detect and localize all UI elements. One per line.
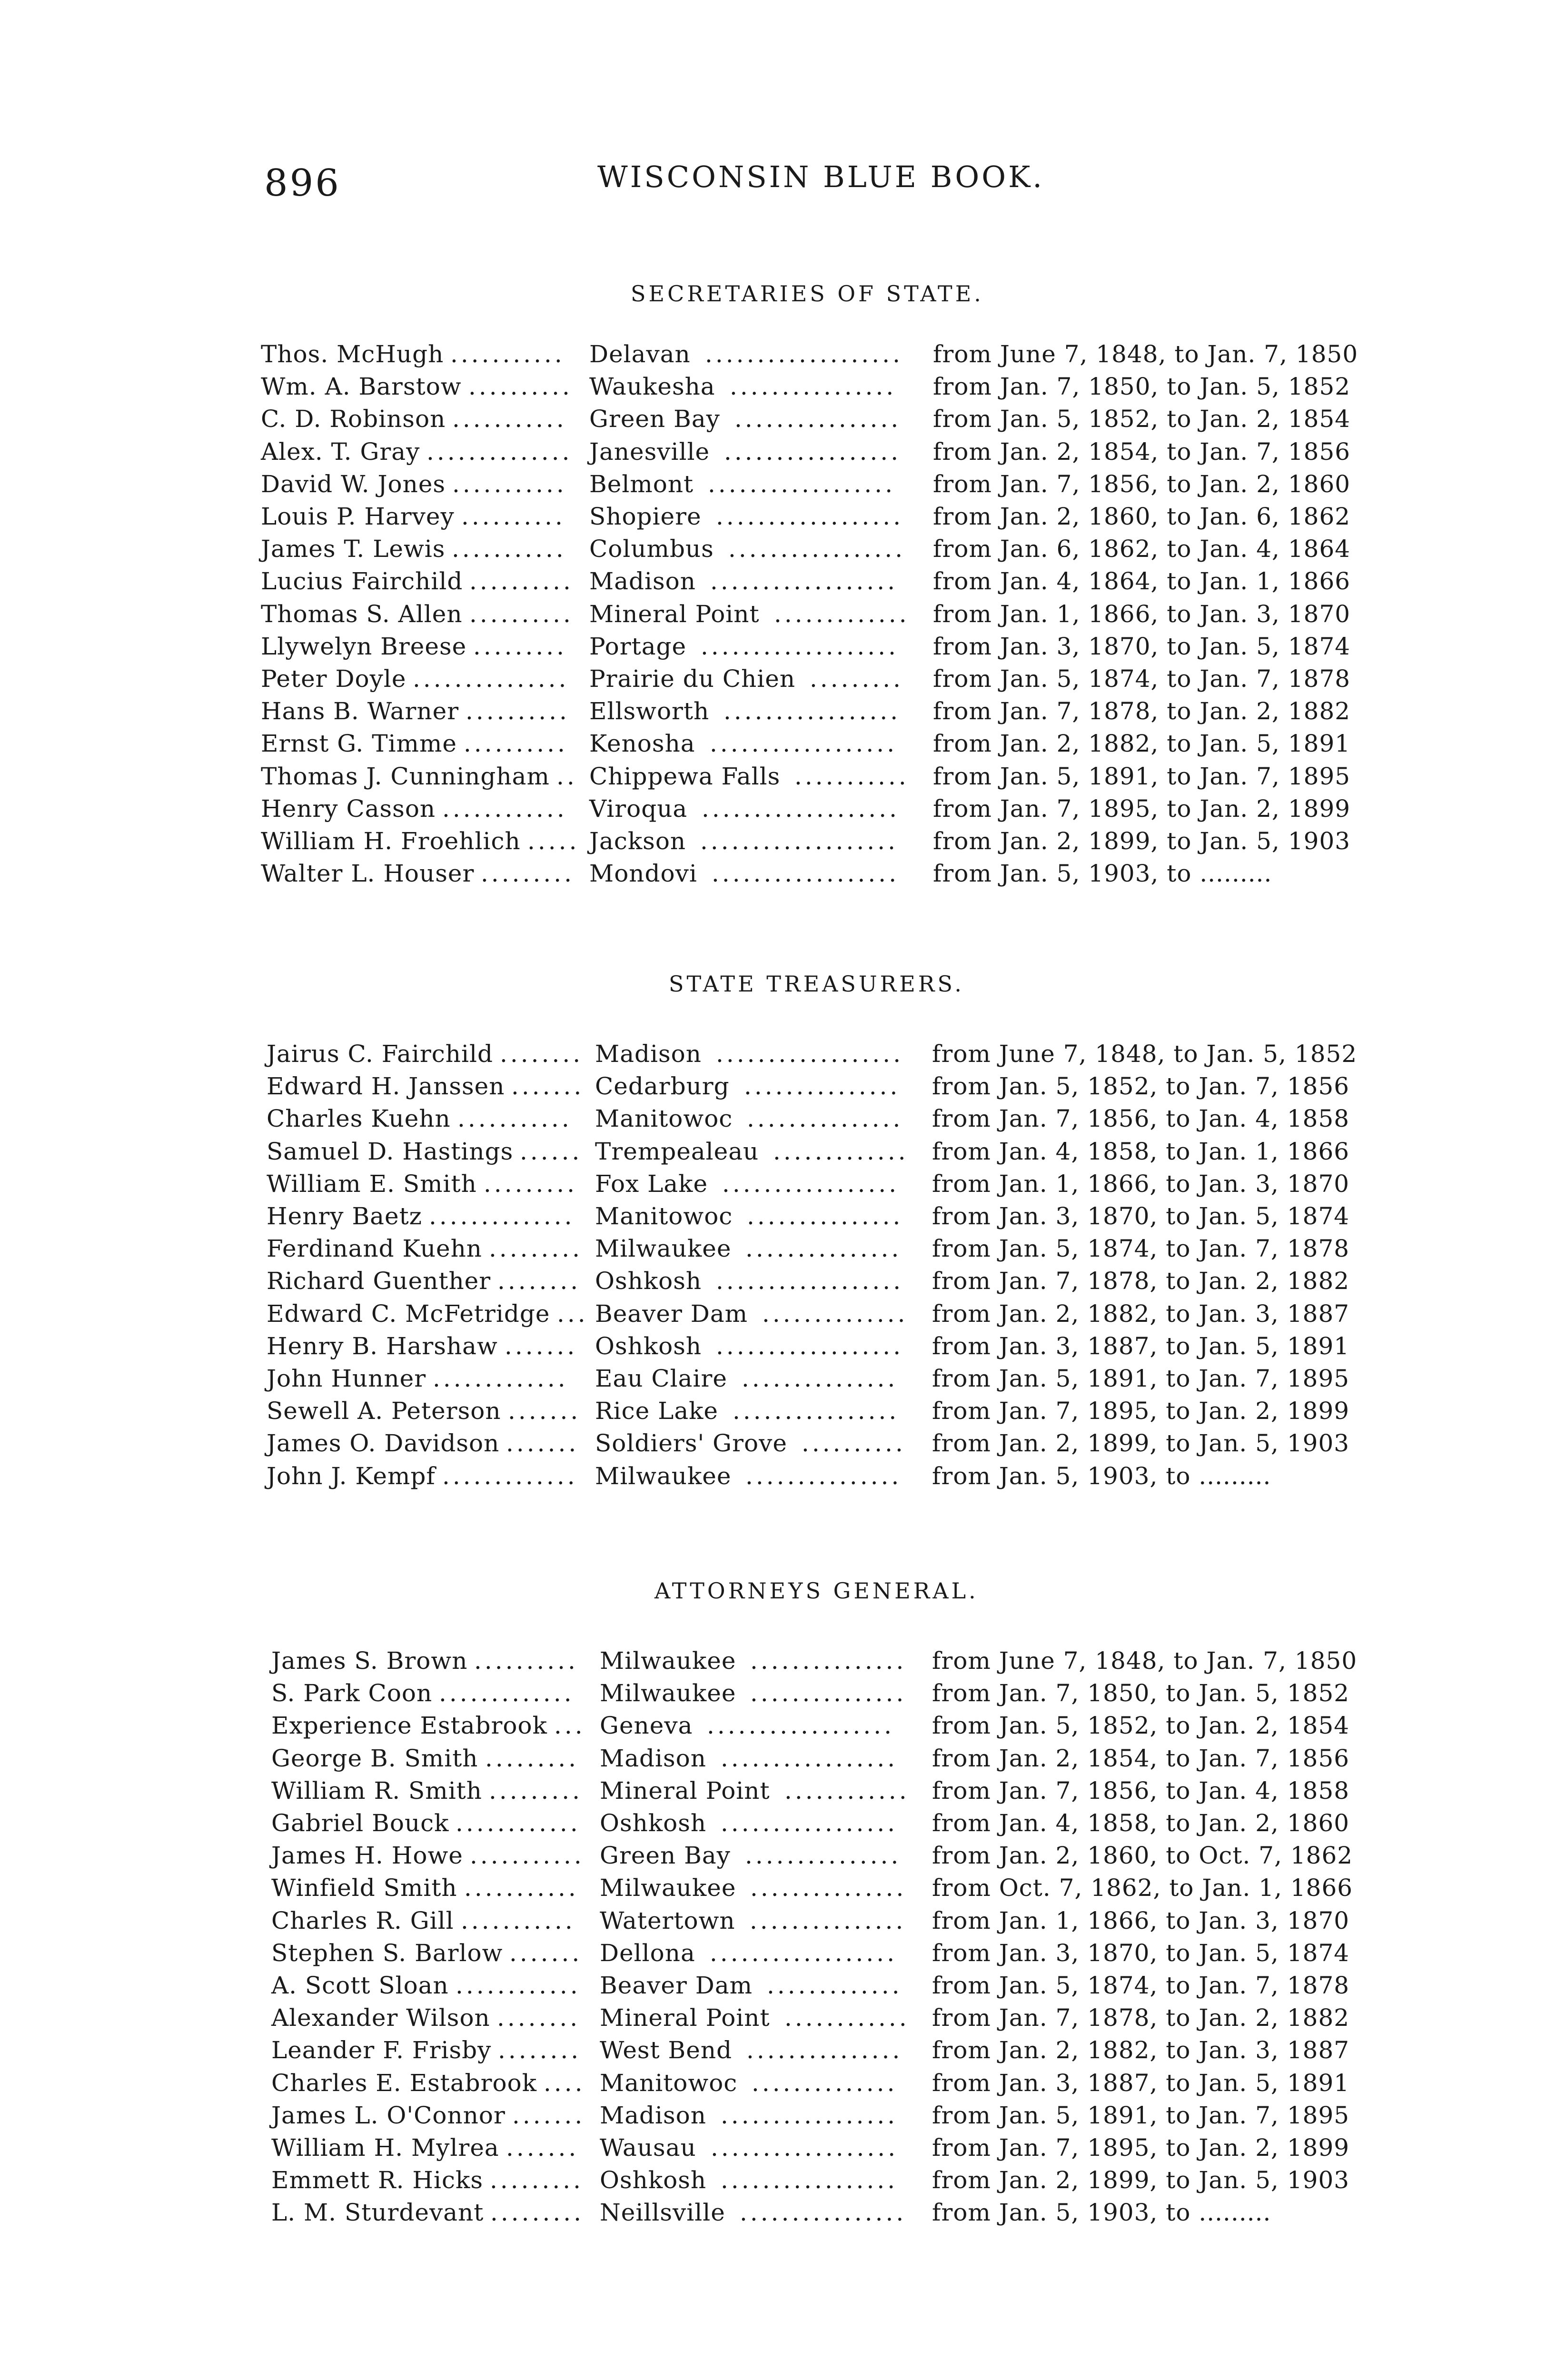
officer-name: John Hunner <box>267 1365 426 1392</box>
officer-name: John J. Kempf <box>267 1462 436 1490</box>
term-of-office: from Jan. 2, 1882, to Jan. 3, 1887 <box>932 1300 1350 1328</box>
leader-dots: ...... <box>520 1138 583 1165</box>
term-of-office: from Jan. 4, 1864, to Jan. 1, 1866 <box>933 567 1351 595</box>
leader-dots: ................. <box>728 535 906 563</box>
officer-name: Edward C. McFetridge <box>267 1300 550 1328</box>
officer-row <box>261 468 1403 500</box>
officer-row <box>261 760 1403 793</box>
term-of-office: from Jan. 3, 1887, to Jan. 5, 1891 <box>932 1332 1350 1360</box>
term-of-office: from Jan. 5, 1874, to Jan. 7, 1878 <box>933 665 1351 693</box>
term-of-office: from Jan. 3, 1887, to Jan. 5, 1891 <box>932 2069 1350 2097</box>
officer-residence: Green Bay <box>600 1842 731 1869</box>
term-of-office: from Jan. 7, 1856, to Jan. 2, 1860 <box>933 470 1351 498</box>
officer-residence: Neillsville <box>600 2199 725 2226</box>
leader-dots: ........... <box>452 535 566 563</box>
officer-row <box>261 663 1403 695</box>
officer-row <box>271 1677 1414 1709</box>
officer-row <box>261 598 1403 630</box>
leader-dots: ............... <box>750 1679 907 1707</box>
leader-dots: .................. <box>710 1939 898 1967</box>
leader-dots: ............... <box>744 1072 901 1100</box>
leader-dots: .................. <box>716 503 904 530</box>
term-of-office: from Jan. 5, 1852, to Jan. 7, 1856 <box>932 1072 1350 1100</box>
officer-name: A. Scott Sloan <box>271 1972 449 1999</box>
officer-name: Alex. T. Gray <box>261 438 420 466</box>
leader-dots: ......... <box>484 1170 578 1198</box>
leader-dots: ............... <box>745 1235 902 1262</box>
term-of-office: from Jan. 5, 1903, to ......... <box>932 2199 1271 2226</box>
officer-residence: Viroqua <box>589 795 688 823</box>
leader-dots: .. <box>556 763 577 790</box>
leader-dots: ............... <box>742 1365 898 1392</box>
officer-row <box>261 338 1403 370</box>
officer-residence: Wausau <box>600 2134 696 2162</box>
officer-row <box>267 1168 1409 1200</box>
leader-dots: ......... <box>473 633 567 660</box>
officer-name: William E. Smith <box>267 1170 477 1198</box>
officer-name: Henry B. Harshaw <box>267 1332 498 1360</box>
term-of-office: from Jan. 5, 1874, to Jan. 7, 1878 <box>932 1235 1350 1262</box>
leader-dots: ........ <box>497 2004 581 2032</box>
leader-dots: ......... <box>489 1235 583 1262</box>
leader-dots: .......... <box>469 567 574 595</box>
leader-dots: ........... <box>452 405 567 433</box>
officer-row <box>267 1395 1409 1427</box>
term-of-office: from Jan. 7, 1895, to Jan. 2, 1899 <box>933 795 1351 823</box>
officer-name: Thomas J. Cunningham <box>261 763 550 790</box>
officer-name: William H. Mylrea <box>271 2134 499 2162</box>
officer-name: Gabriel Bouck <box>271 1809 449 1837</box>
leader-dots: .............. <box>429 1202 575 1230</box>
leader-dots: .................. <box>716 1040 904 1068</box>
leader-dots: .......... <box>466 697 570 725</box>
officer-residence: Mineral Point <box>600 2004 770 2032</box>
officer-name: Samuel D. Hastings <box>267 1138 514 1165</box>
officer-name: Wm. A. Barstow <box>261 373 462 400</box>
officer-row <box>271 2099 1414 2132</box>
leader-dots: ........... <box>450 340 565 368</box>
leader-dots: ........... <box>794 763 909 790</box>
officer-residence: West Bend <box>600 2036 733 2064</box>
leader-dots: .................. <box>708 470 896 498</box>
leader-dots: .......... <box>461 503 565 530</box>
leader-dots: .................. <box>716 1267 904 1295</box>
term-of-office: from Jan. 2, 1860, to Oct. 7, 1862 <box>932 1842 1353 1869</box>
leader-dots: .............. <box>752 2069 898 2097</box>
officer-row <box>261 825 1403 857</box>
officer-row <box>271 2196 1414 2229</box>
running-head: WISCONSIN BLUE BOOK. <box>597 159 1045 194</box>
term-of-office: from Jan. 2, 1860, to Jan. 6, 1862 <box>933 503 1351 530</box>
officer-row <box>261 403 1403 435</box>
term-of-office: from Jan. 2, 1854, to Jan. 7, 1856 <box>933 438 1351 466</box>
officer-residence: Green Bay <box>589 405 720 433</box>
leader-dots: ... <box>557 1300 588 1328</box>
officer-name: George B. Smith <box>271 1745 478 1772</box>
officer-name: Thomas S. Allen <box>261 600 463 628</box>
officer-residence: Watertown <box>600 1907 735 1934</box>
officer-name: William R. Smith <box>271 1777 482 1805</box>
leader-dots: ........... <box>464 1874 579 1902</box>
officer-name: James S. Brown <box>271 1647 468 1675</box>
leader-dots: ........... <box>461 1907 575 1934</box>
officer-row <box>267 1265 1409 1297</box>
leader-dots: ......... <box>489 1777 583 1805</box>
leader-dots: ............... <box>745 1842 902 1869</box>
officer-residence: Beaver Dam <box>600 1972 753 1999</box>
section-title: ATTORNEYS GENERAL. <box>654 1578 979 1604</box>
leader-dots: ....... <box>506 1429 579 1457</box>
leader-dots: ........... <box>470 1842 585 1869</box>
officer-name: Ernst G. Timme <box>261 730 457 757</box>
officer-name: Sewell A. Peterson <box>267 1397 501 1425</box>
leader-dots: .................. <box>710 730 898 757</box>
leader-dots: ..... <box>527 827 580 855</box>
leader-dots: ................... <box>705 340 903 368</box>
officer-name: David W. Jones <box>261 470 446 498</box>
leader-dots: ........ <box>498 2036 582 2064</box>
leader-dots: ........... <box>457 1105 572 1132</box>
officer-residence: Trempealeau <box>595 1138 759 1165</box>
officer-residence: Oshkosh <box>600 1809 707 1837</box>
leader-dots: ............. <box>433 1365 568 1392</box>
section-title: STATE TREASURERS. <box>669 971 965 997</box>
officer-row <box>271 2132 1414 2164</box>
term-of-office: from Jan. 7, 1878, to Jan. 2, 1882 <box>933 697 1351 725</box>
officer-row <box>261 793 1403 825</box>
leader-dots: ......... <box>490 2199 585 2226</box>
officer-name: Richard Guenther <box>267 1267 491 1295</box>
leader-dots: ....... <box>511 1072 585 1100</box>
officer-row <box>267 1298 1409 1330</box>
officer-residence: Beaver Dam <box>595 1300 748 1328</box>
term-of-office: from Jan. 5, 1891, to Jan. 7, 1895 <box>933 763 1351 790</box>
officer-residence: Manitowoc <box>600 2069 738 2097</box>
officer-row <box>271 1742 1414 1775</box>
officer-name: Louis P. Harvey <box>261 503 455 530</box>
leader-dots: ................... <box>701 633 899 660</box>
officer-row <box>267 1070 1409 1102</box>
officer-residence: Eau Claire <box>595 1365 727 1392</box>
term-of-office: from Jan. 1, 1866, to Jan. 3, 1870 <box>933 600 1351 628</box>
term-of-office: from Jan. 7, 1850, to Jan. 5, 1852 <box>932 1679 1350 1707</box>
officer-residence: Ellsworth <box>589 697 710 725</box>
officer-row <box>261 500 1403 533</box>
officer-name: Jairus C. Fairchild <box>267 1040 493 1068</box>
leader-dots: ................. <box>724 438 902 466</box>
page-number: 896 <box>264 162 341 205</box>
officer-residence: Milwaukee <box>600 1647 736 1675</box>
leader-dots: .................. <box>716 1332 904 1360</box>
officer-residence: Columbus <box>589 535 714 563</box>
leader-dots: ............... <box>750 1907 906 1934</box>
officer-residence: Madison <box>600 1745 706 1772</box>
leader-dots: .... <box>544 2069 585 2097</box>
officer-row <box>267 1232 1409 1265</box>
officer-row <box>271 1839 1414 1872</box>
leader-dots: ....... <box>508 1397 581 1425</box>
term-of-office: from Jan. 3, 1870, to Jan. 5, 1874 <box>933 633 1351 660</box>
officer-row <box>271 1709 1414 1742</box>
leader-dots: ................. <box>721 1809 898 1837</box>
officer-name: Experience Estabrook <box>271 1712 547 1739</box>
officer-row <box>261 630 1403 663</box>
officer-residence: Milwaukee <box>600 1679 736 1707</box>
officer-residence: Prairie du Chien <box>589 665 796 693</box>
officer-residence: Kenosha <box>589 730 695 757</box>
leader-dots: ............ <box>442 795 567 823</box>
officer-name: Charles R. Gill <box>271 1907 454 1934</box>
leader-dots: .............. <box>762 1300 908 1328</box>
leader-dots: ................ <box>740 2199 907 2226</box>
leader-dots: ........ <box>497 1267 581 1295</box>
leader-dots: ......... <box>490 2166 584 2194</box>
officer-row <box>271 1969 1414 2002</box>
officer-row <box>261 695 1403 727</box>
leader-dots: ....... <box>506 2134 579 2162</box>
term-of-office: from June 7, 1848, to Jan. 5, 1852 <box>932 1040 1358 1068</box>
leader-dots: ......... <box>481 860 575 887</box>
leader-dots: ............... <box>746 2036 903 2064</box>
officer-residence: Soldiers' Grove <box>595 1429 787 1457</box>
leader-dots: ......... <box>810 665 904 693</box>
leader-dots: .................. <box>712 860 900 887</box>
term-of-office: from Jan. 7, 1856, to Jan. 4, 1858 <box>932 1105 1350 1132</box>
term-of-office: from Jan. 7, 1856, to Jan. 4, 1858 <box>932 1777 1350 1805</box>
leader-dots: .................. <box>711 2134 899 2162</box>
officer-row <box>271 1904 1414 1937</box>
officer-row <box>261 565 1403 597</box>
term-of-office: from Jan. 7, 1895, to Jan. 2, 1899 <box>932 1397 1350 1425</box>
leader-dots: ............. <box>773 1138 909 1165</box>
officer-residence: Mondovi <box>589 860 697 887</box>
term-of-office: from Jan. 4, 1858, to Jan. 2, 1860 <box>932 1809 1350 1837</box>
officer-row <box>267 1135 1409 1168</box>
term-of-office: from Jan. 7, 1878, to Jan. 2, 1882 <box>932 2004 1350 2032</box>
officer-row <box>271 1872 1414 1904</box>
leader-dots: .......... <box>468 373 573 400</box>
officer-residence: Manitowoc <box>595 1202 733 1230</box>
term-of-office: from Jan. 5, 1903, to ......... <box>932 1462 1271 1490</box>
leader-dots: ....... <box>505 1332 578 1360</box>
officer-name: Lucius Fairchild <box>261 567 463 595</box>
term-of-office: from Jan. 7, 1850, to Jan. 5, 1852 <box>933 373 1351 400</box>
officer-name: Winfield Smith <box>271 1874 457 1902</box>
officer-row <box>261 370 1403 403</box>
term-of-office: from Jan. 5, 1874, to Jan. 7, 1878 <box>932 1972 1350 1999</box>
officer-name: Thos. McHugh <box>261 340 444 368</box>
term-of-office: from June 7, 1848, to Jan. 7, 1850 <box>932 1647 1358 1675</box>
officer-name: Llywelyn Breese <box>261 633 467 660</box>
leader-dots: ........ <box>500 1040 584 1068</box>
officer-residence: Fox Lake <box>595 1170 708 1198</box>
leader-dots: .......... <box>469 600 574 628</box>
leader-dots: .................. <box>707 1712 895 1739</box>
term-of-office: from Jan. 2, 1882, to Jan. 3, 1887 <box>932 2036 1350 2064</box>
officer-name: Stephen S. Barlow <box>271 1939 503 1967</box>
leader-dots: ......... <box>485 1745 579 1772</box>
term-of-office: from Jan. 7, 1895, to Jan. 2, 1899 <box>932 2134 1350 2162</box>
officer-residence: Oshkosh <box>600 2166 707 2194</box>
leader-dots: ............ <box>456 1972 581 1999</box>
officer-residence: Milwaukee <box>600 1874 736 1902</box>
leader-dots: ................. <box>722 1170 900 1198</box>
officer-row <box>261 533 1403 565</box>
leader-dots: ............. <box>439 1679 575 1707</box>
officer-row <box>267 1460 1409 1492</box>
officer-residence: Manitowoc <box>595 1105 733 1132</box>
officer-residence: Shopiere <box>589 503 702 530</box>
officer-row <box>271 1807 1414 1839</box>
officer-row <box>271 2034 1414 2066</box>
leader-dots: .................. <box>710 567 898 595</box>
officer-row <box>271 1937 1414 1969</box>
leader-dots: ................. <box>721 1745 898 1772</box>
leader-dots: ............ <box>784 2004 910 2032</box>
officer-name: Alexander Wilson <box>271 2004 490 2032</box>
leader-dots: ............. <box>442 1462 578 1490</box>
officer-residence: Rice Lake <box>595 1397 719 1425</box>
officer-row <box>271 2002 1414 2034</box>
term-of-office: from Oct. 7, 1862, to Jan. 1, 1866 <box>932 1874 1353 1902</box>
officer-name: James T. Lewis <box>261 535 446 563</box>
term-of-office: from Jan. 6, 1862, to Jan. 4, 1864 <box>933 535 1351 563</box>
term-of-office: from Jan. 2, 1882, to Jan. 5, 1891 <box>933 730 1351 757</box>
officer-name: Emmett R. Hicks <box>271 2166 483 2194</box>
officer-name: S. Park Coon <box>271 1679 433 1707</box>
officer-residence: Delavan <box>589 340 691 368</box>
officer-residence: Milwaukee <box>595 1235 732 1262</box>
officer-name: Leander F. Frisby <box>271 2036 492 2064</box>
leader-dots: .......... <box>802 1429 906 1457</box>
term-of-office: from Jan. 5, 1903, to ......... <box>933 860 1272 887</box>
leader-dots: ................... <box>700 827 898 855</box>
officer-name: Edward H. Janssen <box>267 1072 505 1100</box>
officer-name: Charles Kuehn <box>267 1105 451 1132</box>
officer-row <box>271 2067 1414 2099</box>
term-of-office: from Jan. 5, 1891, to Jan. 7, 1895 <box>932 2102 1350 2129</box>
term-of-office: from Jan. 2, 1854, to Jan. 7, 1856 <box>932 1745 1350 1772</box>
officer-row <box>271 1775 1414 1807</box>
officer-name: Charles E. Estabrook <box>271 2069 537 2097</box>
officer-name: Peter Doyle <box>261 665 406 693</box>
officer-row <box>267 1427 1409 1459</box>
officer-residence: Madison <box>595 1040 702 1068</box>
officer-residence: Mineral Point <box>600 1777 770 1805</box>
term-of-office: from Jan. 4, 1858, to Jan. 1, 1866 <box>932 1138 1350 1165</box>
officer-residence: Chippewa Falls <box>589 763 781 790</box>
officer-residence: Madison <box>600 2102 706 2129</box>
leader-dots: ............. <box>767 1972 902 1999</box>
officer-residence: Geneva <box>600 1712 693 1739</box>
officer-name: Walter L. Houser <box>261 860 475 887</box>
leader-dots: ............... <box>413 665 569 693</box>
term-of-office: from Jan. 3, 1870, to Jan. 5, 1874 <box>932 1939 1350 1967</box>
leader-dots: ............... <box>747 1105 903 1132</box>
officer-name: Ferdinand Kuehn <box>267 1235 483 1262</box>
officer-row <box>261 727 1403 760</box>
officer-residence: Cedarburg <box>595 1072 730 1100</box>
officer-name: William H. Froehlich <box>261 827 521 855</box>
officer-residence: Janesville <box>589 438 710 466</box>
leader-dots: ............... <box>745 1462 902 1490</box>
term-of-office: from Jan. 3, 1870, to Jan. 5, 1874 <box>932 1202 1350 1230</box>
leader-dots: ............. <box>774 600 910 628</box>
leader-dots: ................. <box>721 2166 898 2194</box>
term-of-office: from Jan. 1, 1866, to Jan. 3, 1870 <box>932 1170 1350 1198</box>
term-of-office: from Jan. 2, 1899, to Jan. 5, 1903 <box>933 827 1351 855</box>
officer-row <box>271 1645 1414 1677</box>
term-of-office: from Jan. 2, 1899, to Jan. 5, 1903 <box>932 2166 1350 2194</box>
officer-row <box>271 2164 1414 2196</box>
leader-dots: ................ <box>730 373 897 400</box>
officer-name: James H. Howe <box>271 1842 463 1869</box>
officer-name: Henry Baetz <box>267 1202 423 1230</box>
officer-row <box>267 1362 1409 1395</box>
leader-dots: ........... <box>452 470 567 498</box>
term-of-office: from June 7, 1848, to Jan. 7, 1850 <box>933 340 1358 368</box>
leader-dots: ................... <box>702 795 900 823</box>
officer-residence: Waukesha <box>589 373 715 400</box>
leader-dots: .......... <box>474 1647 578 1675</box>
officer-residence: Oshkosh <box>595 1267 702 1295</box>
officer-name: L. M. Sturdevant <box>271 2199 484 2226</box>
officer-name: James L. O'Connor <box>271 2102 505 2129</box>
leader-dots: ....... <box>509 1939 583 1967</box>
term-of-office: from Jan. 5, 1852, to Jan. 2, 1854 <box>932 1712 1350 1739</box>
officer-residence: Dellona <box>600 1939 695 1967</box>
officer-residence: Oshkosh <box>595 1332 702 1360</box>
term-of-office: from Jan. 5, 1852, to Jan. 2, 1854 <box>933 405 1351 433</box>
officer-name: Henry Casson <box>261 795 436 823</box>
officer-row <box>267 1038 1409 1070</box>
section-title: SECRETARIES OF STATE. <box>631 281 984 307</box>
officer-row <box>267 1330 1409 1362</box>
leader-dots: ................. <box>723 697 901 725</box>
officer-residence: Belmont <box>589 470 694 498</box>
leader-dots: .............. <box>426 438 573 466</box>
leader-dots: ............... <box>750 1874 907 1902</box>
officer-residence: Portage <box>589 633 687 660</box>
term-of-office: from Jan. 5, 1891, to Jan. 7, 1895 <box>932 1365 1350 1392</box>
officer-name: James O. Davidson <box>267 1429 500 1457</box>
officer-name: Hans B. Warner <box>261 697 459 725</box>
officer-residence: Milwaukee <box>595 1462 732 1490</box>
leader-dots: ............... <box>750 1647 907 1675</box>
leader-dots: .......... <box>464 730 568 757</box>
term-of-office: from Jan. 2, 1899, to Jan. 5, 1903 <box>932 1429 1350 1457</box>
officer-residence: Jackson <box>589 827 686 855</box>
leader-dots: ............ <box>456 1809 581 1837</box>
leader-dots: ............... <box>747 1202 903 1230</box>
leader-dots: ................ <box>733 1397 900 1425</box>
term-of-office: from Jan. 7, 1878, to Jan. 2, 1882 <box>932 1267 1350 1295</box>
leader-dots: ............ <box>784 1777 910 1805</box>
officer-row <box>267 1200 1409 1232</box>
officer-name: C. D. Robinson <box>261 405 446 433</box>
leader-dots: ....... <box>512 2102 585 2129</box>
officer-row <box>261 857 1403 890</box>
officer-residence: Mineral Point <box>589 600 760 628</box>
leader-dots: ................ <box>734 405 902 433</box>
officer-row <box>261 436 1403 468</box>
leader-dots: ................. <box>721 2102 898 2129</box>
leader-dots: ... <box>554 1712 585 1739</box>
officer-row <box>267 1102 1409 1135</box>
officer-residence: Madison <box>589 567 696 595</box>
term-of-office: from Jan. 1, 1866, to Jan. 3, 1870 <box>932 1907 1350 1934</box>
